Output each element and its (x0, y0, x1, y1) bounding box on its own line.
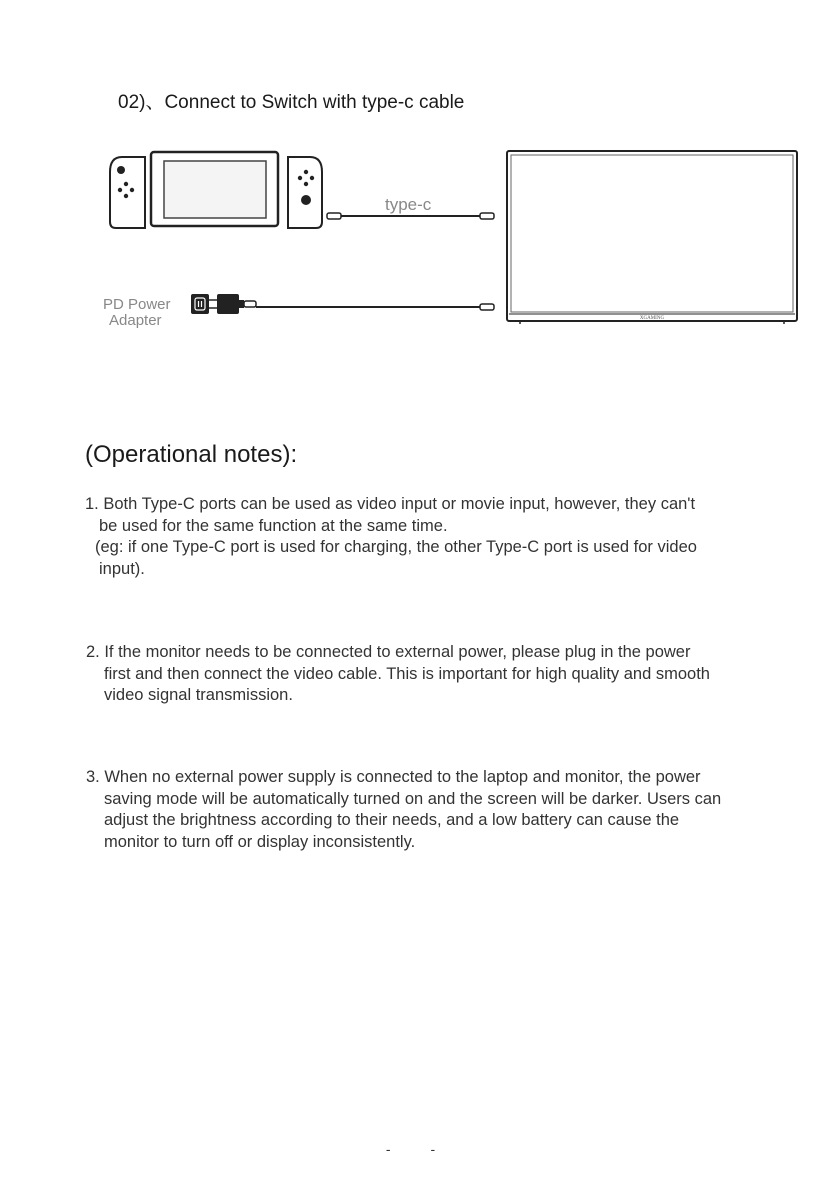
note-2 (86, 642, 806, 707)
note-3-line-1: 3. When no external power supply is connected to the laptop and monitor, the power (86, 768, 701, 786)
switch-console (151, 152, 278, 226)
note-2-line-1: 2. If the monitor needs to be connected to external power, please plug in the power (86, 643, 691, 661)
power-adapter (191, 294, 494, 314)
page-number: - - (385, 1141, 454, 1157)
note-1-line-3: (eg: if one Type-C port is used for charging, the other Type-C port is used for video (95, 538, 697, 557)
note-2-line-3: video signal transmission. (104, 686, 293, 705)
cable-label: type-c (385, 195, 432, 214)
note-3-line-4: monitor to turn off or display inconsistently. (104, 832, 416, 851)
note-3 (86, 767, 806, 853)
note-1-line-4: input). (99, 559, 145, 578)
note-1-line-1: 1. Both Type-C ports can be used as video input or movie input, however, they can't (85, 495, 696, 513)
section-heading: 02)、Connect to Switch with type-c cable (118, 92, 465, 113)
adapter-label-line2: Adapter (109, 312, 162, 329)
note-1 (85, 494, 805, 580)
adapter-label-line1: PD Power (103, 296, 171, 313)
portable-monitor (507, 151, 797, 324)
note-3-line-3: adjust the brightness according to their needs, and a low battery can cause the (104, 811, 680, 830)
connection-diagram (0, 140, 839, 340)
notes-title: (Operational notes): (85, 441, 298, 468)
monitor-brand-logo: XGAMING (639, 316, 665, 321)
note-1-line-2: be used for the same function at the same time. (99, 516, 448, 535)
left-joycon (110, 157, 145, 228)
note-3-line-2: saving mode will be automatically turned on and the screen will be darker. Users can (104, 789, 722, 808)
note-2-line-2: first and then connect the video cable. This is important for high quality and smooth (104, 664, 710, 683)
right-joycon (288, 157, 322, 228)
